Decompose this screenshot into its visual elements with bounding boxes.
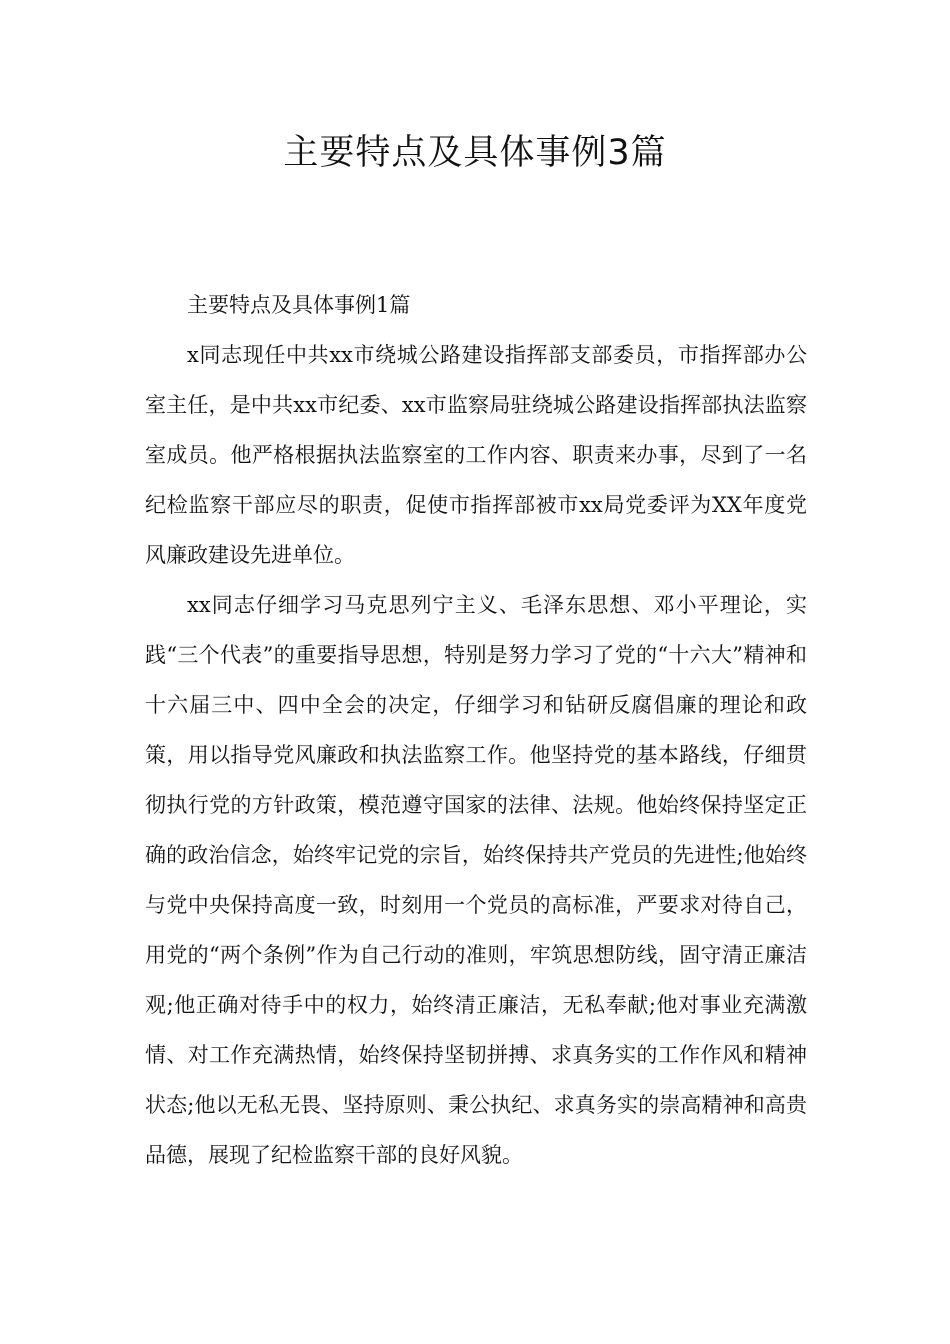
paragraph-2: xx同志仔细学习马克思列宁主义、毛泽东思想、邓小平理论，实践“三个代表”的重要指导思想，特别是努力学习了党的“十六大”精神和十六届三中、四中全会的决定，仔细学习和钻研反腐倡廉的理论和政策，用以指导党风廉政和执法监察工作。他坚持党的基本路线，仔细贯彻执行党的方针政策，模范遵守国家的法律、法规。他始终保持坚定正确的政治信念，始终牢记党的宗旨，始终保持共产党员的先进性;他始终与党中央保持高度一致，时刻用一个党员的高标准，严要求对待自己，用党的“两个条例”作为自己行动的准则，牢筑思想防线，固守清正廉洁观;他正确对待手中的权力，始终清正廉洁，无私奉献;他对事业充满激情、对工作充满热情，始终保持坚韧拼搏、求真务实的工作作风和精神状态;他以无私无畏、坚持原则、秉公执纪、求真务实的崇高精神和高贵品德，展现了纪检监察干部的良好风貌。 (145, 593, 807, 1167)
document-body (145, 280, 807, 1180)
document-title: 主要特点及具体事例3篇 (283, 133, 667, 173)
section-heading: 主要特点及具体事例1篇 (187, 293, 411, 317)
paragraph-1: x同志现任中共xx市绕城公路建设指挥部支部委员，市指挥部办公室主任，是中共xx市纪委、xx市监察局驻绕城公路建设指挥部执法监察室成员。他严格根据执法监察室的工作内容、职责来办事，尽到了一名纪检监察干部应尽的职责，促使市指挥部被市xx局党委评为XX年度党风廉政建设先进单位。 (145, 343, 807, 567)
